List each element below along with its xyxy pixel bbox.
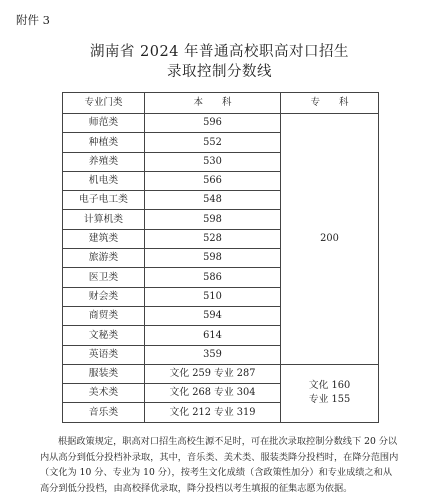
category-cell: 计算机类 (63, 210, 145, 229)
junior-arts-score-cell (281, 364, 379, 422)
undergrad-score-cell: 359 (145, 345, 281, 364)
junior-general-score-cell: 200 (281, 114, 379, 365)
header-category: 专业门类 (63, 93, 145, 114)
note-line: 根据政策规定，职高对口招生高校生源不足时，可在批次录取控制分数线下 20 分以 (58, 436, 398, 447)
undergrad-score-cell: 文化 212 专业 319 (145, 403, 281, 422)
category-cell: 文秘类 (63, 326, 145, 345)
category-cell: 医卫类 (63, 268, 145, 287)
note-line: （文化为 10 分、专业为 10 分），按考生文化成绩（含政策性加分）和专业成绩之和从 (40, 467, 393, 478)
header-undergraduate: 本 科 (145, 93, 281, 114)
table-row (63, 364, 379, 383)
undergrad-score-cell: 548 (145, 191, 281, 210)
undergrad-score-cell: 566 (145, 171, 281, 190)
undergrad-score-cell: 530 (145, 152, 281, 171)
note-line: 高分到低分投档，由高校择优录取，降分投档以考生填报的征集志愿为依据。 (40, 482, 353, 494)
category-cell: 英语类 (63, 345, 145, 364)
undergrad-score-cell: 598 (145, 249, 281, 268)
document-title: 湖南省 2024 年普通高校职高对口招生 (89, 44, 350, 60)
attachment-label: 附件 3 (16, 13, 50, 27)
undergrad-score-cell: 594 (145, 306, 281, 325)
undergrad-score-cell: 510 (145, 287, 281, 306)
undergrad-score-cell: 598 (145, 210, 281, 229)
undergrad-score-cell: 614 (145, 326, 281, 345)
document-subtitle: 录取控制分数线 (167, 64, 272, 80)
junior-arts-culture-score: 文化 160 (308, 380, 351, 392)
undergrad-score-cell: 552 (145, 133, 281, 152)
category-cell: 电子电工类 (63, 191, 145, 210)
category-cell: 种植类 (63, 133, 145, 152)
policy-notes (40, 434, 404, 496)
category-cell: 服装类 (63, 364, 145, 383)
category-cell: 财会类 (63, 287, 145, 306)
category-cell: 美术类 (63, 384, 145, 403)
category-cell: 旅游类 (63, 249, 145, 268)
category-cell: 养殖类 (63, 152, 145, 171)
undergrad-score-cell: 586 (145, 268, 281, 287)
note-line: 内从高分到低分投档补录取，其中，音乐类、美术类、服装类降分投档时，在降分范围内 (40, 451, 399, 463)
junior-arts-major-score: 专业 155 (308, 394, 351, 406)
score-table (62, 92, 379, 423)
undergrad-score-cell: 596 (145, 114, 281, 133)
category-cell: 音乐类 (63, 403, 145, 422)
category-cell: 建筑类 (63, 229, 145, 248)
category-cell: 商贸类 (63, 306, 145, 325)
undergrad-score-cell: 文化 259 专业 287 (145, 364, 281, 383)
table-header-row (63, 93, 379, 114)
category-cell: 师范类 (63, 114, 145, 133)
undergrad-score-cell: 528 (145, 229, 281, 248)
category-cell: 机电类 (63, 171, 145, 190)
table-row (63, 114, 379, 133)
header-junior-college: 专 科 (281, 93, 379, 114)
undergrad-score-cell: 文化 268 专业 304 (145, 384, 281, 403)
